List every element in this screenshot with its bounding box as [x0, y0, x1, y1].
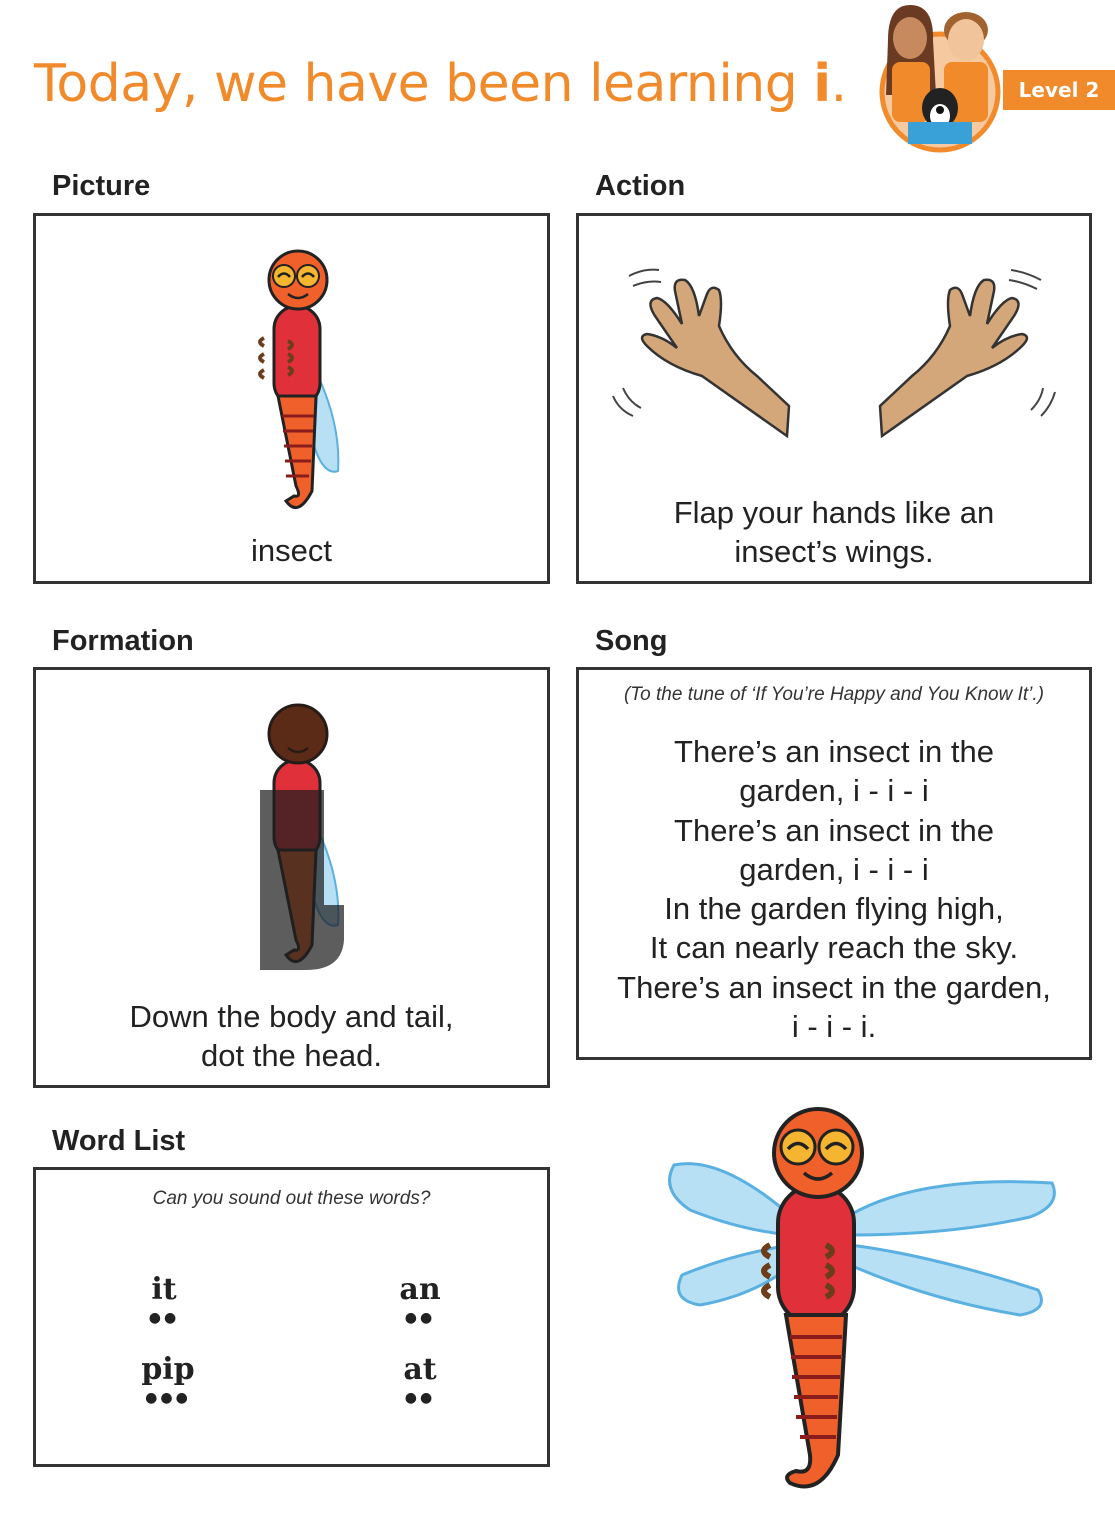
- word-item: [108, 1352, 228, 1405]
- song-line: garden, i - i - i: [739, 773, 929, 809]
- picture-caption: insect: [251, 533, 332, 568]
- word-item: [360, 1272, 480, 1325]
- title-letter: i: [813, 54, 831, 114]
- action-heading: Action: [595, 170, 686, 202]
- title-prefix: Today, we have been learning: [34, 54, 814, 114]
- action-caption: [579, 493, 1089, 571]
- sound-dots: ●●: [148, 1310, 180, 1326]
- level-badge: Level 2: [1003, 70, 1115, 110]
- word-item: [104, 1272, 224, 1325]
- song-box: [576, 667, 1092, 1060]
- letter-i-formation-icon: [246, 700, 356, 980]
- flapping-hands-icon: [607, 256, 1067, 456]
- word-text: an: [399, 1272, 441, 1307]
- formation-caption-line1: Down the body and tail,: [129, 999, 454, 1034]
- song-line: i - i - i.: [791, 1009, 877, 1045]
- word-text: pip: [141, 1352, 195, 1387]
- song-line: In the garden flying high,: [664, 891, 1004, 927]
- song-line: garden, i - i - i: [739, 851, 929, 887]
- action-caption-line2: insect’s wings.: [734, 534, 934, 569]
- song-heading: Song: [595, 625, 668, 657]
- formation-box: [33, 667, 550, 1088]
- sound-dots: ●●: [404, 1390, 436, 1406]
- word-text: at: [403, 1352, 437, 1387]
- word-item: [360, 1352, 480, 1405]
- action-box: [576, 213, 1092, 584]
- sound-dots: ●●: [404, 1310, 436, 1326]
- song-line: There’s an insect in the: [674, 812, 994, 848]
- characters-logo: [878, 0, 1008, 155]
- picture-box: [33, 213, 550, 584]
- song-line: There’s an insect in the garden,: [617, 969, 1051, 1005]
- formation-heading: Formation: [52, 625, 194, 657]
- formation-caption: [36, 997, 547, 1075]
- formation-caption-line2: dot the head.: [201, 1038, 382, 1073]
- page-title: [34, 54, 847, 114]
- song-line: There’s an insect in the: [674, 734, 994, 769]
- word-list-box: [33, 1167, 550, 1467]
- word-text: it: [151, 1272, 177, 1307]
- word-list-prompt: Can you sound out these words?: [152, 1188, 431, 1209]
- insect-icon: [246, 246, 356, 516]
- sound-dots: ●●●: [145, 1390, 191, 1406]
- dragonfly-illustration: [660, 1105, 1065, 1505]
- song-line: It can nearly reach the sky.: [649, 930, 1019, 966]
- word-list-heading: Word List: [52, 1125, 186, 1157]
- title-suffix: .: [830, 54, 847, 114]
- song-lyrics: [589, 732, 1079, 1046]
- picture-heading: Picture: [52, 170, 151, 202]
- action-caption-line1: Flap your hands like an: [673, 495, 995, 530]
- song-tune: (To the tune of ‘If You’re Happy and You Know It’.): [623, 684, 1045, 705]
